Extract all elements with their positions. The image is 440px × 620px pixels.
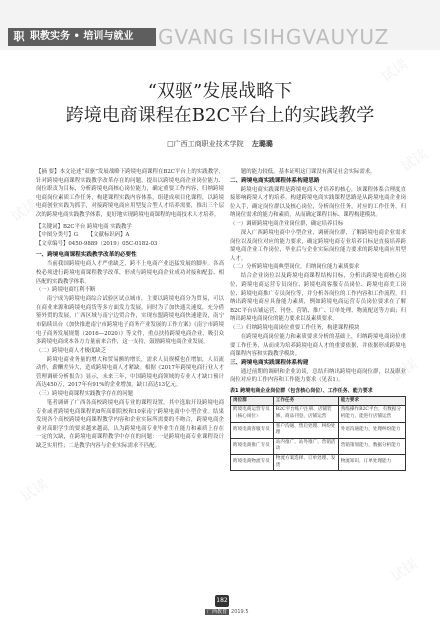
watermark: 试读 — [398, 146, 431, 176]
title-line-1: “双驱”发展战略下 — [147, 81, 293, 102]
table-cell: B2C平台账户注册、店铺装修、商品刊登、店铺运营 — [273, 406, 338, 422]
subsection-heading: （二）分析跨境电商典型岗位，归纳岗位能力素质要求 — [230, 264, 360, 271]
body-paragraph: 跨境电商实践课程是跨境电商人才培养的核心，该课程体系合理度直接影响跨境人才的培养。构建跨境电商实践课程思路是从跨境电商企业岗位入手，确定岗位群以及核心岗位，分析岗位任务，对应的工作任务，归纳岗位需求的能力和素质，从而确定课程目标、课程构建模块。 — [230, 186, 406, 219]
subsection-heading: （三）跨境电商课程实践教学存在的问题 — [36, 391, 134, 398]
affiliation: □广西工商职业技术学院 — [167, 140, 244, 148]
body-paragraph: 跨境电商业务量的增大和贸易额的增长，需求人员规模也在增加，人员流动作，薪酬差异大，造成跨境电商人才紧缺。根据《2017年跨境电商行业人才管理调研分析报告》显示，未来三年，中国跨境电商领域的专业人才缺口预计高达450万，2017年有91%的企业增加，缺口高达13亿元。 — [36, 356, 224, 389]
body-paragraph: 深入广西跨境电商中小型企业，调研岗位群，了解跨境电商企业需求岗位以及岗位对应的能力要求，确定跨境电商专业培养目标是直接培养跨境电商企业工作岗位，毕业后与企业实际岗位能力要求的跨境电商应用型人才。 — [230, 229, 406, 262]
body-paragraph: 通过前期的调研和企业访谈，总结归纳出跨境电商岗位群，以及职业岗位对应的工作内容和工作能力要求（见表1）。 — [230, 368, 406, 384]
journal-name: 广西教育 — [207, 609, 228, 615]
table-cell: 跨境电商客服专员 — [231, 422, 274, 438]
body-paragraph: 题的能力较低，基本证明这门课没有满足社会实际需求。 — [240, 169, 376, 175]
section-label: 职教实务 • 培训与就业 — [30, 31, 134, 42]
body-paragraph: 在跨境电商岗位能力和素质要求分析的基础上，归纳跨境电商岗位重要工作任务，从而成为培养跨境电商人才的重要依据，并依据形成跨境电商课程内容和实践教学模块。 — [230, 333, 406, 358]
classification — [36, 231, 224, 240]
table-header-row — [231, 396, 406, 406]
watermark: 试读 — [8, 196, 41, 226]
table-header-cell: 工作任务 — [273, 396, 338, 406]
body-paragraph: 笔者调研了广西各高校跨境电商专业的课程设置，其中选取开设跨境电商专业或者跨境电商课程的8所高职院校和10家南宁跨境电商中小型企业。结果发现各个高校跨境电商课程教学内容和企业实际所需要的不吻合，跨境电商企业对高职学生的要求越来越高，认为跨境电商专业毕业生在能力和素质上存在一定的欠缺，在跨境电商课程教学中存在的问题：一是跨境电商专业课程设计缺乏实用性；二是教学内容与企业实际需求不匹配。 — [36, 400, 224, 450]
table-cell: 外语沟通能力，处理纠纷能力 — [338, 422, 405, 438]
journal-logo: 职 — [13, 30, 25, 43]
left-body — [36, 251, 224, 450]
subsection-heading: （一）跨境电商红利不断 — [36, 287, 96, 294]
table-caption: 表1 跨境电商企业岗位群（包含核心岗位）、工作任务、能力要求 — [230, 387, 373, 394]
body-paragraph: 当前我国跨境电商人才严重缺乏，跨不上电商产业迅猛发展的脚步。各高校必须进行跨境电商课程教学改革，形成与跨境电商企业成功对接和配套、相匹配的实践教学体系。 — [36, 261, 224, 285]
body-paragraph: 南宁成为跨境电商综合试验区试点城市，主要以跨境电商分为贸易，可以在商业来源和跨境电商货等多方面发力发展，同时为了加快通关速度，充分借鉴外贸的发展，广西区域与南宁边贸合作，实现东盟跨境电商快速建设，南宁市陆续出台《加快推进南宁市跨境电子商务产业发展的工作方案》《南宁市跨境电子商务发展规划（2016—2020）》等文件，重点扶持跨境电商企业，吸引众多跨境电商成本各方力量前来合作，这一支持，鼓励跨境电商企业发展。 — [36, 296, 224, 346]
job-table — [230, 396, 406, 471]
table-cell: 跨境电商推广专员 — [231, 438, 274, 454]
abstract: 【摘 要】本文论述“双驱”发展战略下跨境电商课程在B2C平台上的实践教学，针对跨境电商课程实践教学改革存在的问题，提出以跨境电商企业岗位能力、岗位职责为目标，分析跨境电商核心岗位能力，确定重要工作内容，归纳跨境电商岗位素质工作任务，构建课程实践内容体系，组建成项目化课程，以跨境电商创业实践为抓手，对接跨境电商应用型复合型人才培养需要，推出三个层次的跨境电商实践教学体系，更好地实现跨境电商课程的电商技术人才培养。 — [36, 169, 224, 218]
issue-date: 2019.5 — [231, 609, 249, 615]
section-heading: 三、跨境电商实践课程体系构建 — [230, 359, 309, 366]
title-line-2: 跨境电商课程在B2C平台上的实践教学 — [65, 105, 375, 126]
subsection-heading: （二）跨境电商人才极度缺乏 — [36, 347, 107, 354]
table-cell: 客户沟通、售后处理、纠纷处理 — [273, 422, 338, 438]
footer-journal — [205, 608, 265, 616]
table-cell: 熟练操作B2C平台，有数据分析能力，能进行店铺运营 — [338, 406, 405, 422]
section-heading: 一、跨境电商课程实践教学改革的必要性 — [36, 252, 137, 259]
table-row — [231, 422, 406, 438]
watermark: 试读 — [18, 476, 51, 506]
article-number: 【文章编号】0450-9889（2019）05C-0182-03 — [36, 240, 158, 247]
author-name: 左璐璐 — [251, 139, 273, 148]
table-cell: 物流知识，订单处理能力 — [338, 455, 405, 471]
author-line — [20, 139, 420, 149]
table-row — [231, 438, 406, 454]
table-row — [231, 406, 406, 422]
subsection-heading: （三）归纳跨境电商岗位重要工作任务，构建课程模块 — [230, 324, 360, 331]
watermark: 试读 — [378, 56, 411, 86]
keywords: 【关键词】B2C平台 跨境电商 实践教学 — [36, 223, 132, 230]
left-column — [36, 168, 224, 451]
watermark: 试读 — [388, 356, 421, 386]
table-header-cell: 能力要求 — [338, 396, 405, 406]
right-column — [230, 168, 406, 471]
right-body — [230, 168, 406, 385]
subsection-heading: （一）调研跨境电商企业岗位群，确定培养目标 — [230, 220, 344, 227]
doc-code: 【文献标识码】A — [87, 232, 130, 239]
body-paragraph: 结合企业岗位以及跨境电商课程结构目标，分析出跨境电商核心岗位，跨境电商运营专员岗位、跨境电商客服专员岗位、跨境电商美工岗位、跨境电商推广专员岗位等，并分析各岗位的工作内容和工作流程，归纳出跨境电商应具备能力素质，例如跨境电商运营专员岗位要求在了解B2C平台店铺运营、刊登、营销、推广、订单处理、物流配送等方面；归纳出跨境电商岗位的能力要求以及素质要求。 — [230, 273, 406, 323]
page-number: 182 — [215, 595, 229, 607]
watermark: 试读 — [388, 556, 421, 586]
table-body — [231, 406, 406, 471]
table-cell: 跨境电商运营专员（核心岗位） — [231, 406, 274, 422]
article-title — [20, 80, 420, 128]
section-pinyin: GVANG ISIHGVAUYUZ — [158, 25, 390, 49]
section-heading: 二、跨境电商实践课程体系构建思路 — [230, 177, 320, 184]
table-cell: 站内推广、站外推广、营销活动 — [273, 438, 338, 454]
table-header-cell: 岗位群 — [231, 396, 274, 406]
table-cell: 跨境电商物流专员 — [231, 455, 274, 471]
table-row — [231, 455, 406, 471]
table-cell: 营销策划能力，数据分析能力 — [338, 438, 405, 454]
clc-number: 【中图分类号】G — [36, 232, 79, 239]
table-cell: 物流方案选择、订单处理、发货 — [273, 455, 338, 471]
